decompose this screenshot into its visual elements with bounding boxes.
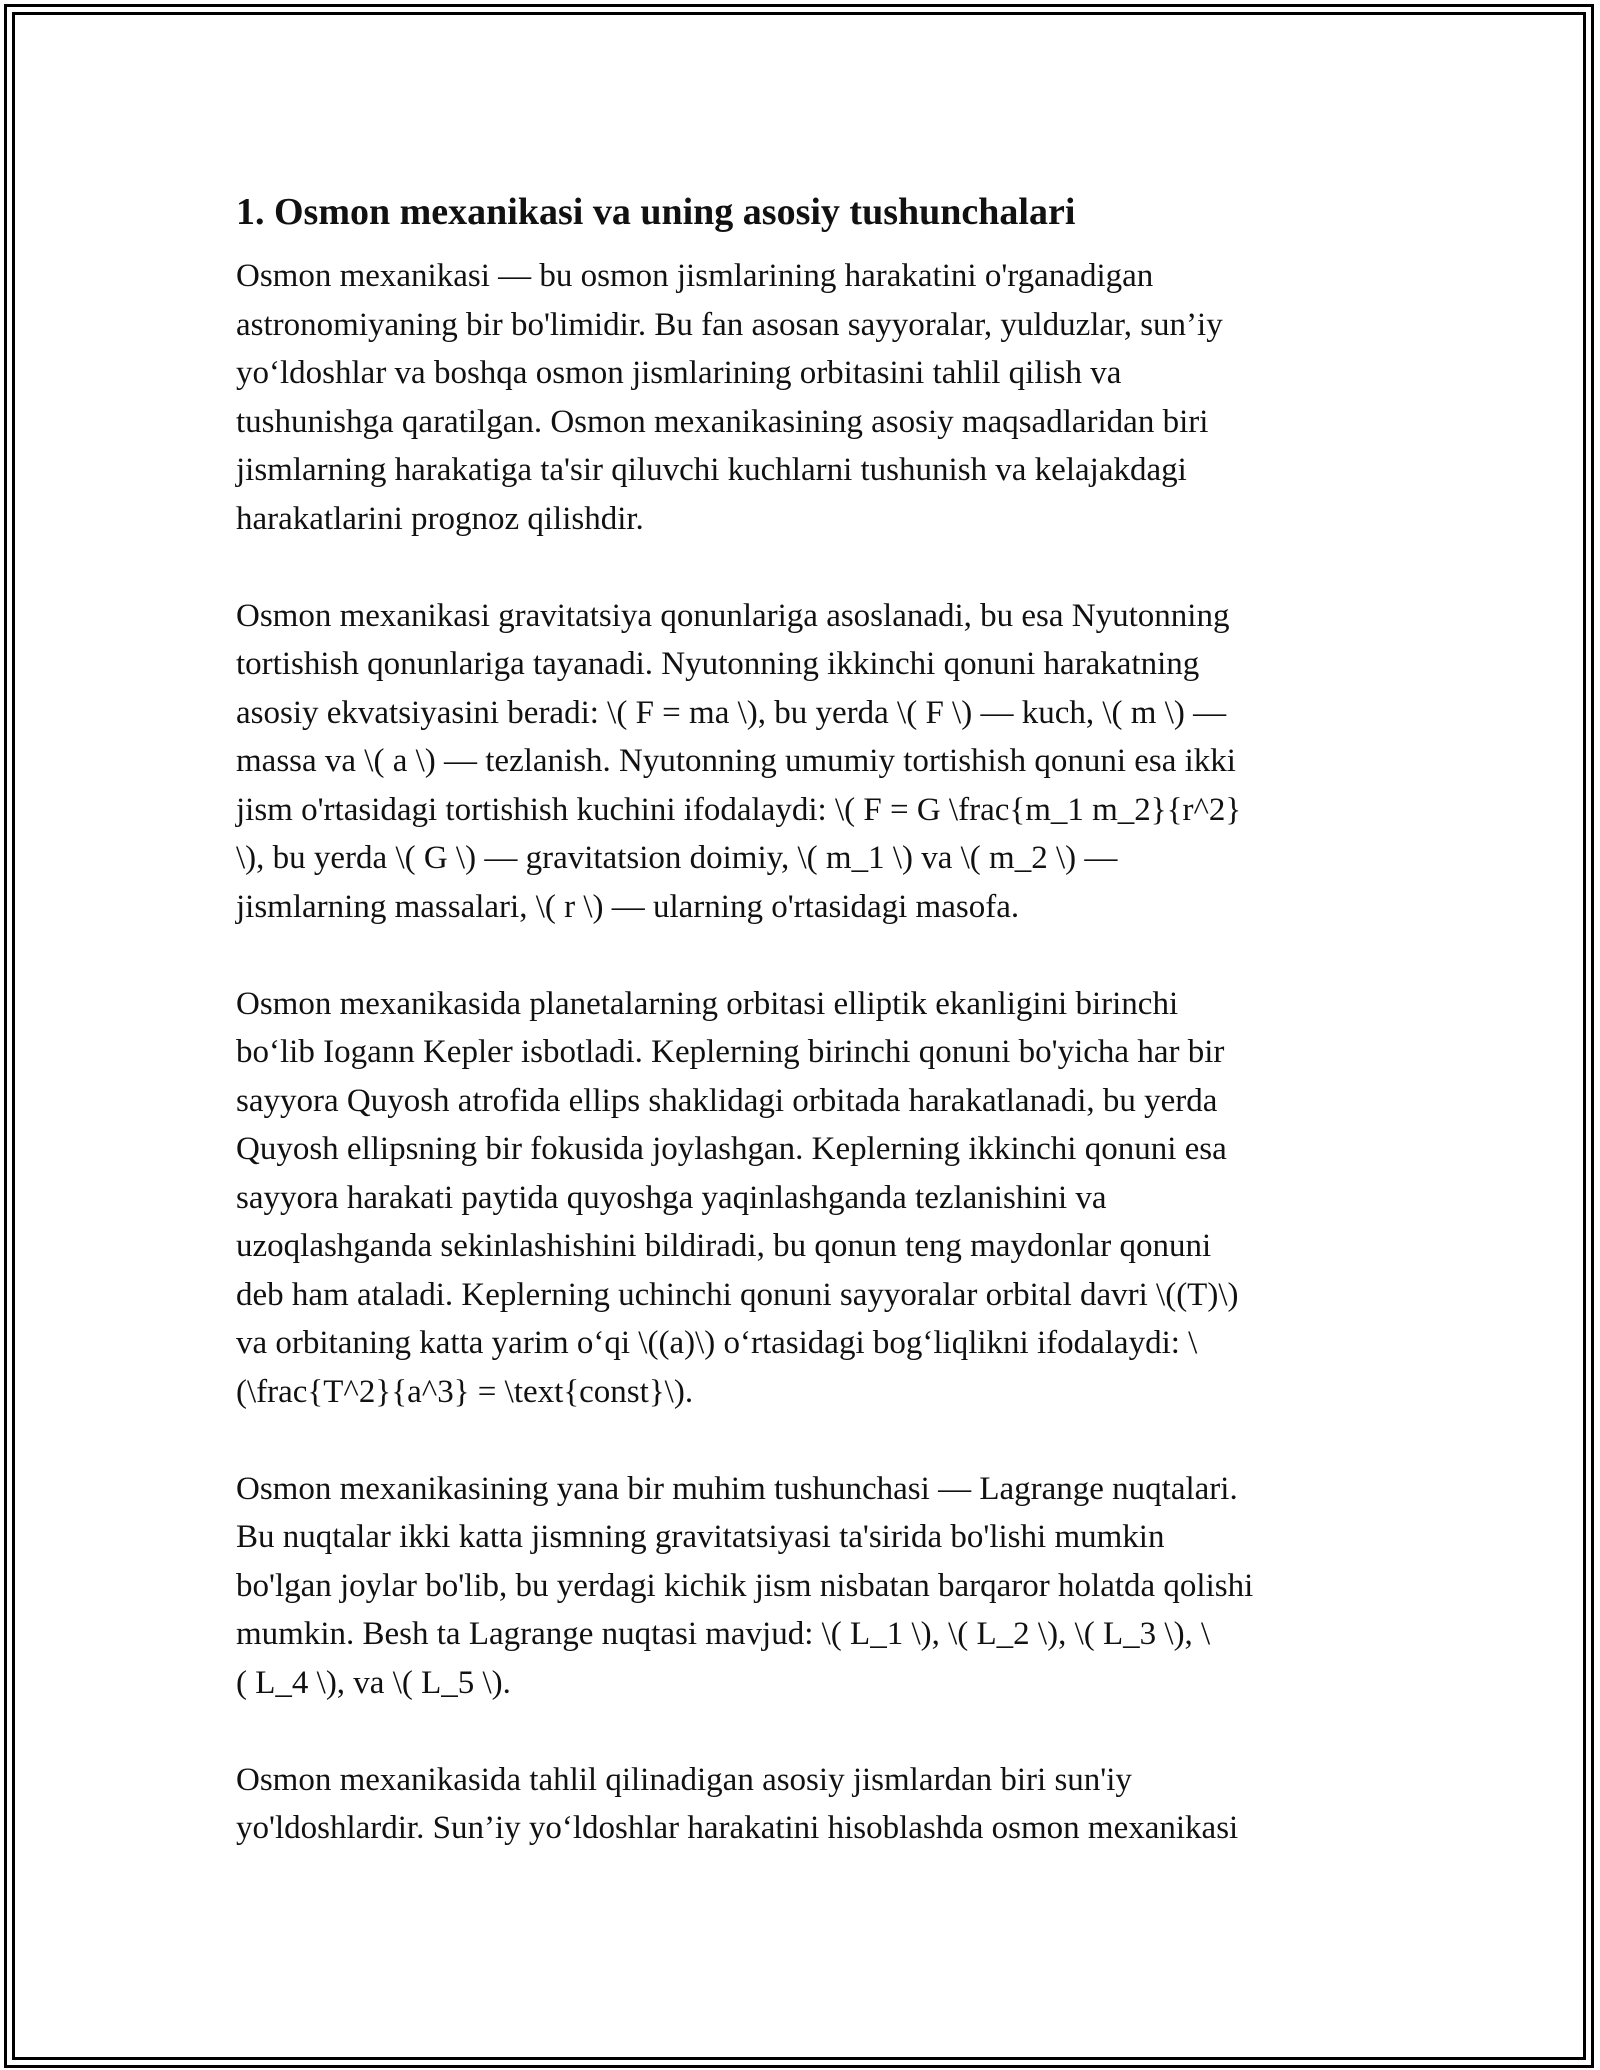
paragraph-line: tortishish qonunlariga tayanadi. Nyutonning ikkinchi qonuni harakatning <box>236 646 1200 682</box>
paragraph-line: (\frac{T^2}{a^3} = \text{const}\). <box>236 1373 694 1410</box>
paragraph-line: asosiy ekvatsiyasini beradi: \( F = ma \), bu yerda \( F \) — kuch, \( m \) — <box>236 694 1227 731</box>
paragraph-line: Osmon mexanikasining yana bir muhim tushunchasi — Lagrange nuqtalari. <box>236 1470 1238 1507</box>
paragraph-line: sayyora harakati paytida quyoshga yaqinlashganda tezlanishini va <box>236 1179 1107 1216</box>
paragraph-line: yo‘ldoshlar va boshqa osmon jismlarining orbitasini tahlil qilish va <box>236 355 1122 391</box>
paragraph-line: deb ham ataladi. Keplerning uchinchi qonuni sayyoralar orbital davri \((T)\) <box>236 1276 1239 1313</box>
paragraph-line: jismlarning massalari, \( r \) — ularning o'rtasidagi masofa. <box>236 888 1020 925</box>
paragraph-list <box>236 252 1386 1853</box>
paragraph-line: massa va \( a \) — tezlanish. Nyutonning umumiy tortishish qonuni esa ikki <box>236 743 1236 779</box>
paragraph <box>236 592 1386 932</box>
paragraph-line: mumkin. Besh ta Lagrange nuqtasi mavjud: \( L_1 \), \( L_2 \), \( L_3 \), \ <box>236 1616 1211 1652</box>
paragraph-line: sayyora Quyosh atrofida ellips shaklidagi orbitada harakatlanadi, bu yerda <box>236 1082 1218 1119</box>
paragraph-line: \), bu yerda \( G \) — gravitatsion doimiy, \( m_1 \) va \( m_2 \) — <box>236 840 1118 876</box>
paragraph-line: astronomiyaning bir bo'limidir. Bu fan asosan sayyoralar, yulduzlar, sun’iy <box>236 306 1223 343</box>
paragraph-line: jism o'rtasidagi tortishish kuchini ifodalaydi: \( F = G \frac{m_1 m_2}{r^2} <box>236 791 1242 828</box>
paragraph-line: Bu nuqtalar ikki katta jismning gravitatsiyasi ta'sirida bo'lishi mumkin <box>236 1519 1165 1555</box>
section-heading: 1. Osmon mexanikasi va uning asosiy tushunchalari <box>236 191 1076 233</box>
paragraph-line: va orbitaning katta yarim o‘qi \((a)\) o‘rtasidagi bog‘liqlikni ifodalaydi: \ <box>236 1325 1198 1361</box>
paragraph-line: harakatlarini prognoz qilishdir. <box>236 500 644 537</box>
paragraph-line: Osmon mexanikasi — bu osmon jismlarining harakatini o'rganadigan <box>236 258 1154 294</box>
paragraph-line: Quyosh ellipsning bir fokusida joylashgan. Keplerning ikkinchi qonuni esa <box>236 1131 1227 1167</box>
paragraph-line: bo‘lib Iogann Kepler isbotladi. Keplerning birinchi qonuni bo'yicha har bir <box>236 1034 1225 1070</box>
paragraph-line: Osmon mexanikasida tahlil qilinadigan asosiy jismlardan biri sun'iy <box>236 1761 1132 1798</box>
paragraph <box>236 252 1386 543</box>
document-body <box>236 186 1386 1901</box>
paragraph-line: yo'ldoshlardir. Sun’iy yo‘ldoshlar harakatini hisoblashda osmon mexanikasi <box>236 1810 1239 1846</box>
paragraph <box>236 1465 1386 1708</box>
paragraph-line: Osmon mexanikasi gravitatsiya qonunlariga asoslanadi, bu esa Nyutonning <box>236 597 1230 634</box>
paragraph-line: ( L_4 \), va \( L_5 \). <box>236 1664 511 1701</box>
paragraph-line: Osmon mexanikasida planetalarning orbitasi elliptik ekanligini birinchi <box>236 985 1179 1022</box>
paragraph <box>236 1756 1386 1853</box>
paragraph-line: uzoqlashganda sekinlashishini bildiradi, bu qonun teng maydonlar qonuni <box>236 1228 1212 1264</box>
paragraph <box>236 980 1386 1417</box>
paragraph-line: jismlarning harakatiga ta'sir qiluvchi kuchlarni tushunish va kelajakdagi <box>236 452 1187 488</box>
paragraph-line: bo'lgan joylar bo'lib, bu yerdagi kichik jism nisbatan barqaror holatda qolishi <box>236 1567 1254 1604</box>
paragraph-line: tushunishga qaratilgan. Osmon mexanikasining asosiy maqsadlaridan biri <box>236 403 1209 440</box>
